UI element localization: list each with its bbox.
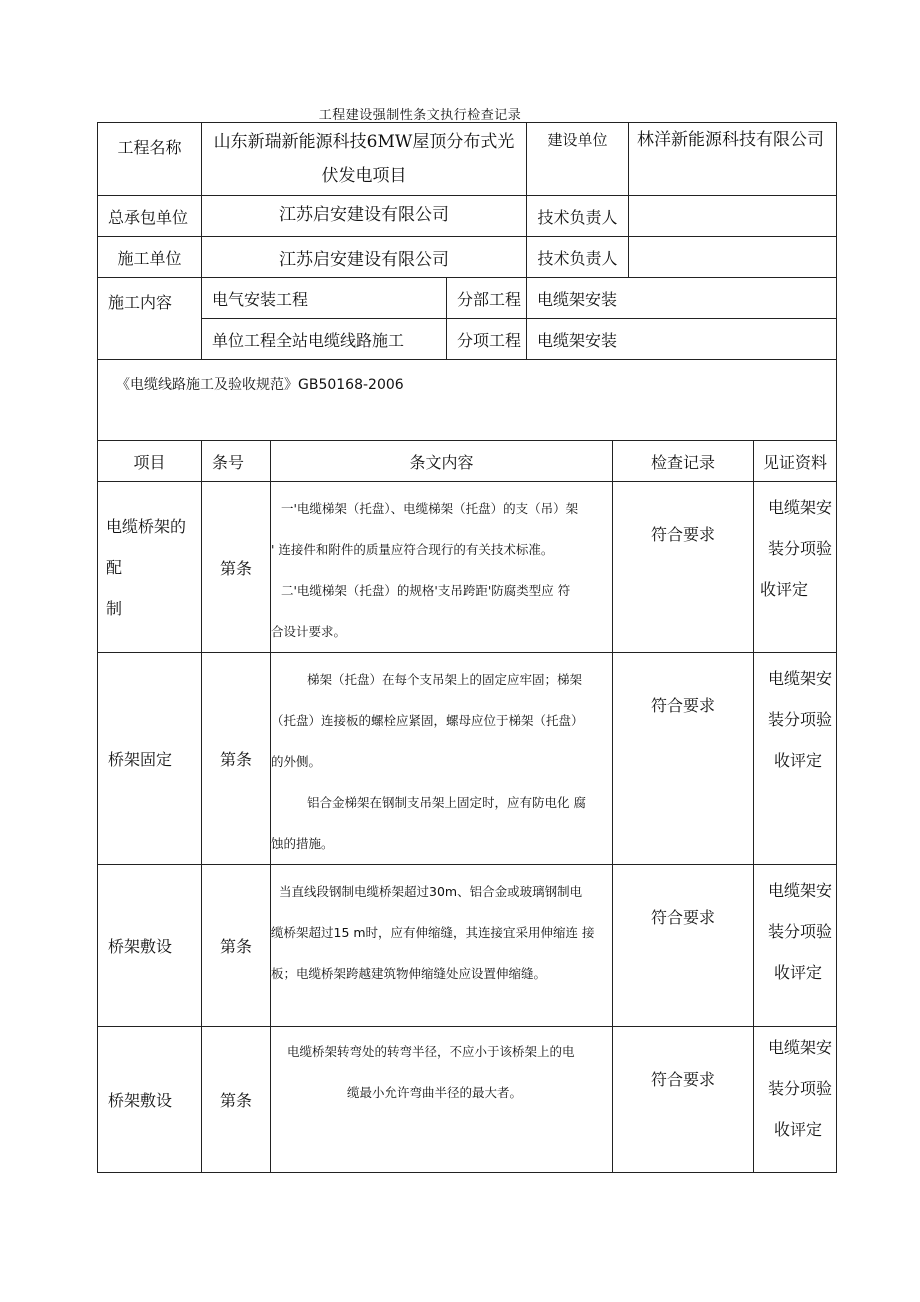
evidence-text: 装分项验 (768, 922, 833, 941)
check-cell: 符合要求 (613, 1027, 754, 1173)
tech-lead-label-1: 技术负责人 (527, 196, 629, 237)
sub-division-value: 电缆架安装 (527, 278, 837, 319)
evidence-cell (754, 1027, 837, 1173)
clause-line: 蚀的措施。 (271, 836, 334, 851)
clause-line: 二'电缆梯架（托盘）的规格'支吊跨距'防腐类型应 符 (281, 583, 571, 598)
table-row (98, 653, 837, 865)
tech-lead-value-2 (629, 237, 837, 278)
evidence-text: 收评定 (760, 580, 809, 599)
clause-line: 铝合金梯架在钢制支吊架上固定时，应有防电化 腐 (307, 795, 586, 810)
evidence-cell (754, 865, 837, 1027)
evidence-text: 电缆架安 (768, 881, 833, 900)
header-table (97, 122, 837, 441)
project-name-label: 工程名称 (98, 123, 202, 196)
clause-line: 缆桥架超过15 m时，应有伸缩缝，其连接宜采用伸缩连 接 (271, 925, 595, 940)
evidence-text: 装分项验 (768, 1079, 833, 1098)
owner-value: 林洋新能源科技有限公司 (629, 123, 837, 196)
document-title: 工程建设强制性条文执行检查记录 (318, 108, 522, 123)
item-cell: 桥架敷设 (98, 865, 202, 1027)
col-clause-content: 条文内容 (271, 441, 613, 482)
clause-content-cell (271, 1027, 613, 1173)
item-cell (98, 482, 202, 653)
col-evidence: 见证资料 (754, 441, 837, 482)
general-contractor-value: 江苏启安建设有限公司 (202, 196, 527, 237)
item-text: 制 (106, 598, 123, 618)
col-check-record: 检查记录 (613, 441, 754, 482)
clause-line: 电缆桥架转弯处的转弯半径，不应小于该桥架上的电 (287, 1044, 575, 1059)
sub-item-value: 电缆架安装 (527, 319, 837, 360)
tech-lead-label-2: 技术负责人 (527, 237, 629, 278)
item-cell: 桥架固定 (98, 653, 202, 865)
clause-line: ' 连接件和附件的质量应符合现行的有关技术标准。 (271, 542, 554, 557)
owner-label: 建设单位 (527, 123, 629, 196)
table-row (98, 865, 837, 1027)
clause-line: 梯架（托盘）在每个支吊架上的固定应牢固；梯架 (307, 672, 583, 687)
evidence-text: 电缆架安 (768, 669, 833, 688)
clause-content-cell (271, 482, 613, 653)
column-header-row (98, 441, 837, 482)
check-cell: 符合要求 (613, 482, 754, 653)
project-name-value (202, 123, 527, 196)
evidence-text: 电缆架安 (768, 498, 833, 517)
clause-line: （托盘）连接板的螺栓应紧固，螺母应位于梯架（托盘） (271, 713, 584, 728)
tech-lead-value-1 (629, 196, 837, 237)
table-row (98, 482, 837, 653)
clause-content-cell (271, 865, 613, 1027)
clause-line: 一'电缆梯架（托盘）、电缆梯架（托盘）的支（吊）架 (281, 501, 579, 516)
check-cell: 符合要求 (613, 865, 754, 1027)
construction-unit-value: 江苏启安建设有限公司 (202, 237, 527, 278)
clause-line: 的外侧。 (271, 754, 322, 769)
content-value-2: 单位工程全站电缆线路施工 (202, 319, 447, 360)
clause-line: 缆最小允许弯曲半径的最大者。 (347, 1085, 523, 1100)
col-clause-no: 条号 (202, 441, 271, 482)
item-cell: 桥架敷设 (98, 1027, 202, 1173)
evidence-text: 装分项验 (768, 539, 833, 558)
evidence-cell (754, 482, 837, 653)
evidence-text: 电缆架安 (768, 1038, 833, 1057)
general-contractor-label: 总承包单位 (98, 196, 202, 237)
content-value-1: 电气安装工程 (202, 278, 447, 319)
evidence-text: 装分项验 (768, 710, 833, 729)
clause-no-cell: 第条 (202, 653, 271, 865)
evidence-text: 收评定 (774, 1120, 823, 1139)
col-item: 项目 (98, 441, 202, 482)
clause-line: 合设计要求。 (271, 624, 347, 639)
sub-item-label: 分项工程 (447, 319, 527, 360)
clause-line: 板；电缆桥架跨越建筑物伸缩缝处应设置伸缩缝。 (271, 966, 547, 981)
table-row (98, 1027, 837, 1173)
clause-no-cell: 第条 (202, 865, 271, 1027)
item-text: 电缆桥架的配 (106, 516, 187, 577)
evidence-text: 收评定 (774, 963, 823, 982)
evidence-text: 收评定 (774, 751, 823, 770)
clause-no-cell: 第条 (202, 1027, 271, 1173)
content-label: 施工内容 (98, 278, 202, 360)
project-name-line2: 伏发电项目 (321, 166, 407, 186)
clause-content-cell (271, 653, 613, 865)
evidence-cell (754, 653, 837, 865)
sub-division-label: 分部工程 (447, 278, 527, 319)
check-cell: 符合要求 (613, 653, 754, 865)
clause-line: 当直线段钢制电缆桥架超过30m、铝合金或玻璃钢制电 (279, 884, 583, 899)
project-name-line1: 山东新瑞新能源科技6MW屋顶分布式光 (213, 132, 515, 152)
clause-table (97, 440, 837, 1173)
standard-reference: 《电缆线路施工及验收规范》GB50168-2006 (98, 360, 837, 441)
construction-unit-label: 施工单位 (98, 237, 202, 278)
clause-no-cell: 第条 (202, 482, 271, 653)
